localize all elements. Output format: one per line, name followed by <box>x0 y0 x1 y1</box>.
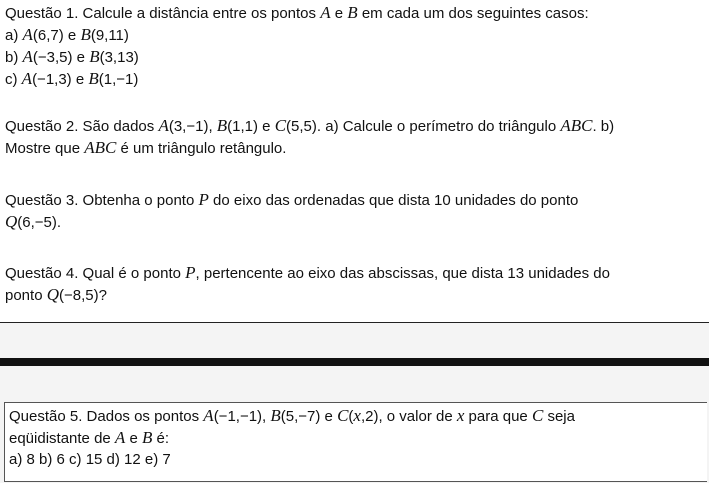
item-label: a) <box>5 27 23 44</box>
q5-text: eqüidistante de <box>9 430 115 447</box>
q1-e: e <box>330 5 348 22</box>
q5-line-1 <box>9 405 707 427</box>
var-p: P <box>185 263 196 282</box>
q4-line-1 <box>5 262 705 284</box>
item-label: b) <box>5 49 23 66</box>
coords: (−1,3) <box>32 71 72 88</box>
var-c: C <box>337 406 349 425</box>
coords: (−3,5) <box>32 49 73 66</box>
question-5-panel <box>0 366 709 483</box>
q2-line-1 <box>5 115 705 137</box>
q1-tail: em cada um dos seguintes casos: <box>357 5 589 22</box>
q5-text: e <box>125 430 142 447</box>
var-b: B <box>270 406 281 425</box>
q2-part-b: . b) <box>592 118 615 135</box>
section-gap <box>0 323 709 358</box>
item-label: c) <box>5 71 22 88</box>
q3-line-2 <box>5 211 705 233</box>
var-abc: ABC <box>560 116 593 135</box>
q4-text: Questão 4. Qual é o ponto <box>5 265 186 282</box>
q2-text: é um triângulo retângulo. <box>116 140 287 157</box>
coords: (3,−1), <box>168 118 217 135</box>
var-a: A <box>320 3 331 22</box>
question-1 <box>5 2 705 90</box>
divider-bar <box>0 358 709 366</box>
var-b: B <box>216 116 228 135</box>
q1-item-b <box>5 46 705 68</box>
q3-text: Questão 3. Obtenha o ponto <box>5 192 199 209</box>
coords: (6,7) <box>32 27 64 44</box>
var-q: Q <box>5 212 18 231</box>
var-x: x <box>353 406 361 425</box>
var-b: B <box>89 47 100 66</box>
coords: (1,−1) <box>98 71 139 88</box>
question-4 <box>5 262 705 306</box>
q5-line-2 <box>9 427 707 449</box>
q3-line-1 <box>5 189 705 211</box>
q5-options: a) 8 b) 6 c) 15 d) 12 e) 7 <box>9 451 171 468</box>
question-1-statement <box>5 2 705 24</box>
q2-text: Mostre que <box>5 140 85 157</box>
var-a: A <box>22 25 33 44</box>
questions-page <box>5 2 705 321</box>
q2-line-2 <box>5 137 705 159</box>
var-a: A <box>21 69 33 88</box>
var-abc: ABC <box>84 138 117 157</box>
var-x: x <box>456 406 465 425</box>
var-b: B <box>88 69 99 88</box>
question-2 <box>5 115 705 159</box>
q1-item-c <box>5 68 705 90</box>
coords: ( <box>348 408 354 425</box>
conj: e <box>72 49 90 66</box>
q1-item-a <box>5 24 705 46</box>
q4-line-2 <box>5 284 705 306</box>
coords: (−1,−1), <box>213 408 271 425</box>
q5-text: seja <box>543 408 575 425</box>
coords: (−8,5)? <box>59 287 107 304</box>
question-5 <box>4 402 707 482</box>
q5-text: Questão 5. Dados os pontos <box>9 408 204 425</box>
var-b: B <box>347 3 358 22</box>
var-p: P <box>198 190 209 209</box>
coords: (5,−7) e <box>280 408 338 425</box>
q1-title: Questão 1. Calcule a distância entre os pontos <box>5 5 321 22</box>
q4-text: ponto <box>5 287 47 304</box>
var-q: Q <box>46 285 59 304</box>
conj: e <box>71 71 89 88</box>
coords: (3,13) <box>99 49 139 66</box>
var-c: C <box>274 116 287 135</box>
var-a: A <box>158 116 169 135</box>
coords: (6,−5). <box>17 214 62 231</box>
q5-text: ,2), o valor de <box>360 408 457 425</box>
q5-text: é: <box>152 430 170 447</box>
coords: (1,1) e <box>227 118 275 135</box>
q5-text: para que <box>464 408 532 425</box>
var-a: A <box>22 47 33 66</box>
conj: e <box>63 27 81 44</box>
var-b: B <box>142 428 153 447</box>
q3-text: do eixo das ordenadas que dista 10 unidades do ponto <box>208 192 579 209</box>
var-b: B <box>80 25 91 44</box>
var-a: A <box>203 406 214 425</box>
q4-text: , pertencente ao eixo das abscissas, que dista 13 unidades do <box>195 265 610 282</box>
question-3 <box>5 189 705 233</box>
coords: (9,11) <box>90 27 129 44</box>
var-c: C <box>531 406 544 425</box>
coords: (5,5). a) Calcule o perímetro do triângulo <box>286 118 561 135</box>
q2-intro: Questão 2. São dados <box>5 118 159 135</box>
var-a: A <box>114 428 126 447</box>
